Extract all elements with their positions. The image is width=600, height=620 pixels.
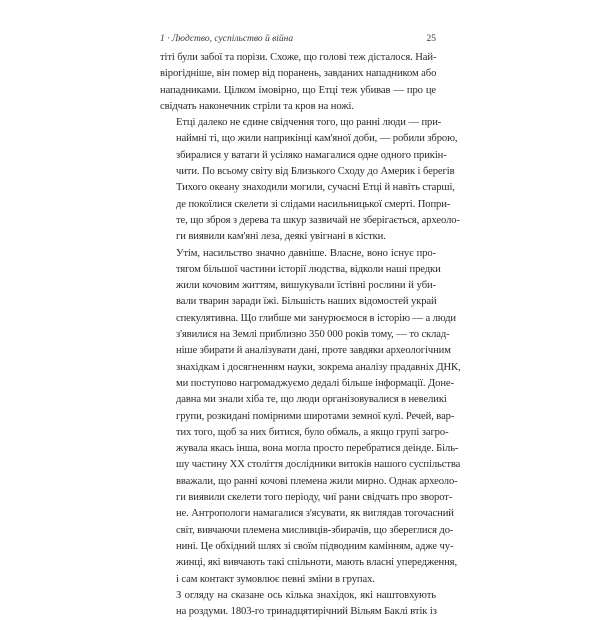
page-number: 25 (426, 34, 436, 44)
text-line: Утім, насильство значно давніше. Власне, воно існує про- (176, 247, 436, 259)
text-line: спекулятивна. Що глибше ми занурюємося в історію — а люди (176, 312, 456, 324)
text-line: давна ми знали хіба те, що люди організовувалися в невеликі (176, 394, 447, 406)
text-line: жувала якась інша, вона могла просто перебратися деінде. Біль- (176, 443, 459, 455)
text-line: Тихого океану знаходили могили, сучасні Етці й навіть старші, (176, 182, 455, 194)
text-line: свідчать наконечник стріли та кров на ножі. (160, 100, 354, 112)
text-line: знахідкам і досягненням науки, зокрема аналізу прадавніх ДНК, (176, 361, 461, 373)
text-line: тягом більшої частини історії людства, відколи наші предки (176, 263, 441, 275)
text-line: групи, розкидані помірними широтами земної кулі. Речей, вар- (176, 410, 455, 422)
text-line: ми поступово нагромаджуємо дедалі більше інформації. Доне- (176, 377, 454, 389)
text-line: світ, вивчаючи племена мисливців-збирачів, що збереглися до- (176, 524, 454, 536)
text-line: Етці далеко не єдине свідчення того, що ранні люди — при- (176, 117, 442, 129)
text-line: не. Антропологи намагалися з'ясувати, як виглядав тогочасний (176, 508, 454, 520)
paragraph (160, 588, 436, 620)
text-line: тіті були забої та порізи. Схоже, що голові теж дісталося. Най- (160, 52, 437, 63)
text-line: вали тварин заради їжі. Більшість наших відомостей украй (176, 296, 437, 308)
paragraph (160, 50, 436, 115)
text-line: ніше збирати й аналізувати дані, проте завдяки археологічним (176, 345, 451, 357)
running-head (160, 32, 436, 46)
text-line: на роздуми. 1803-го тринадцятирічний Вільям Баклі втік із (176, 606, 437, 618)
body-text (160, 50, 461, 620)
text-line: ги виявили кам'яні леза, деякі увігнані в кістки. (176, 231, 386, 243)
text-line: з'явилися на Землі приблизно 350 000 років тому, — то склад- (176, 329, 450, 341)
text-line: вірогідніше, він помер від поранень, завданих нападником або (160, 68, 437, 80)
text-line: і сам контакт зумовлює певні зміни в групах. (176, 573, 375, 585)
text-line: нині. Це обхідний шлях зі своїм підводним камінням, адже чу- (176, 540, 454, 552)
paragraph (160, 246, 461, 588)
text-line: ги виявили скелети того періоду, чиї рани свідчать про зворот- (176, 492, 453, 504)
text-line: збиралися у ватаги й усіляко намагалися одне одного прикін- (176, 149, 447, 161)
text-line: жили кочовим життям, вишукували їстівні рослини й уби- (176, 280, 436, 292)
text-line: тих того, щоб за них битися, було обмаль, а якщо групі загро- (176, 426, 449, 438)
text-line: де покоїлися скелети зі слідами насильницької смерті. Попри- (176, 198, 451, 210)
text-line: наймні ті, що жили наприкінці кам'яної доби, — робили зброю, (176, 133, 458, 145)
text-line: вважали, що ранні кочові племена жили мирно. Однак археоло- (176, 475, 458, 487)
text-line: чити. По всьому світу від Близького Сходу до Америк і берегів (176, 166, 455, 178)
chapter-title: 1 · Людство, суспільство й війна (160, 34, 294, 44)
text-line: те, що зброя з дерева та шкур зазвичай не зберігається, археоло- (176, 214, 460, 226)
text-line: З огляду на сказане ось кілька знахідок, які наштовхують (176, 589, 436, 601)
text-line: нападниками. Цілком імовірно, що Етці теж убивав — про це (160, 84, 436, 96)
paragraph (160, 115, 460, 245)
text-line: шу частину XX століття дослідники витоків нашого суспільства (176, 459, 461, 471)
text-line: жинці, які вивчають такі спільноти, мають власні упередження, (176, 557, 458, 569)
